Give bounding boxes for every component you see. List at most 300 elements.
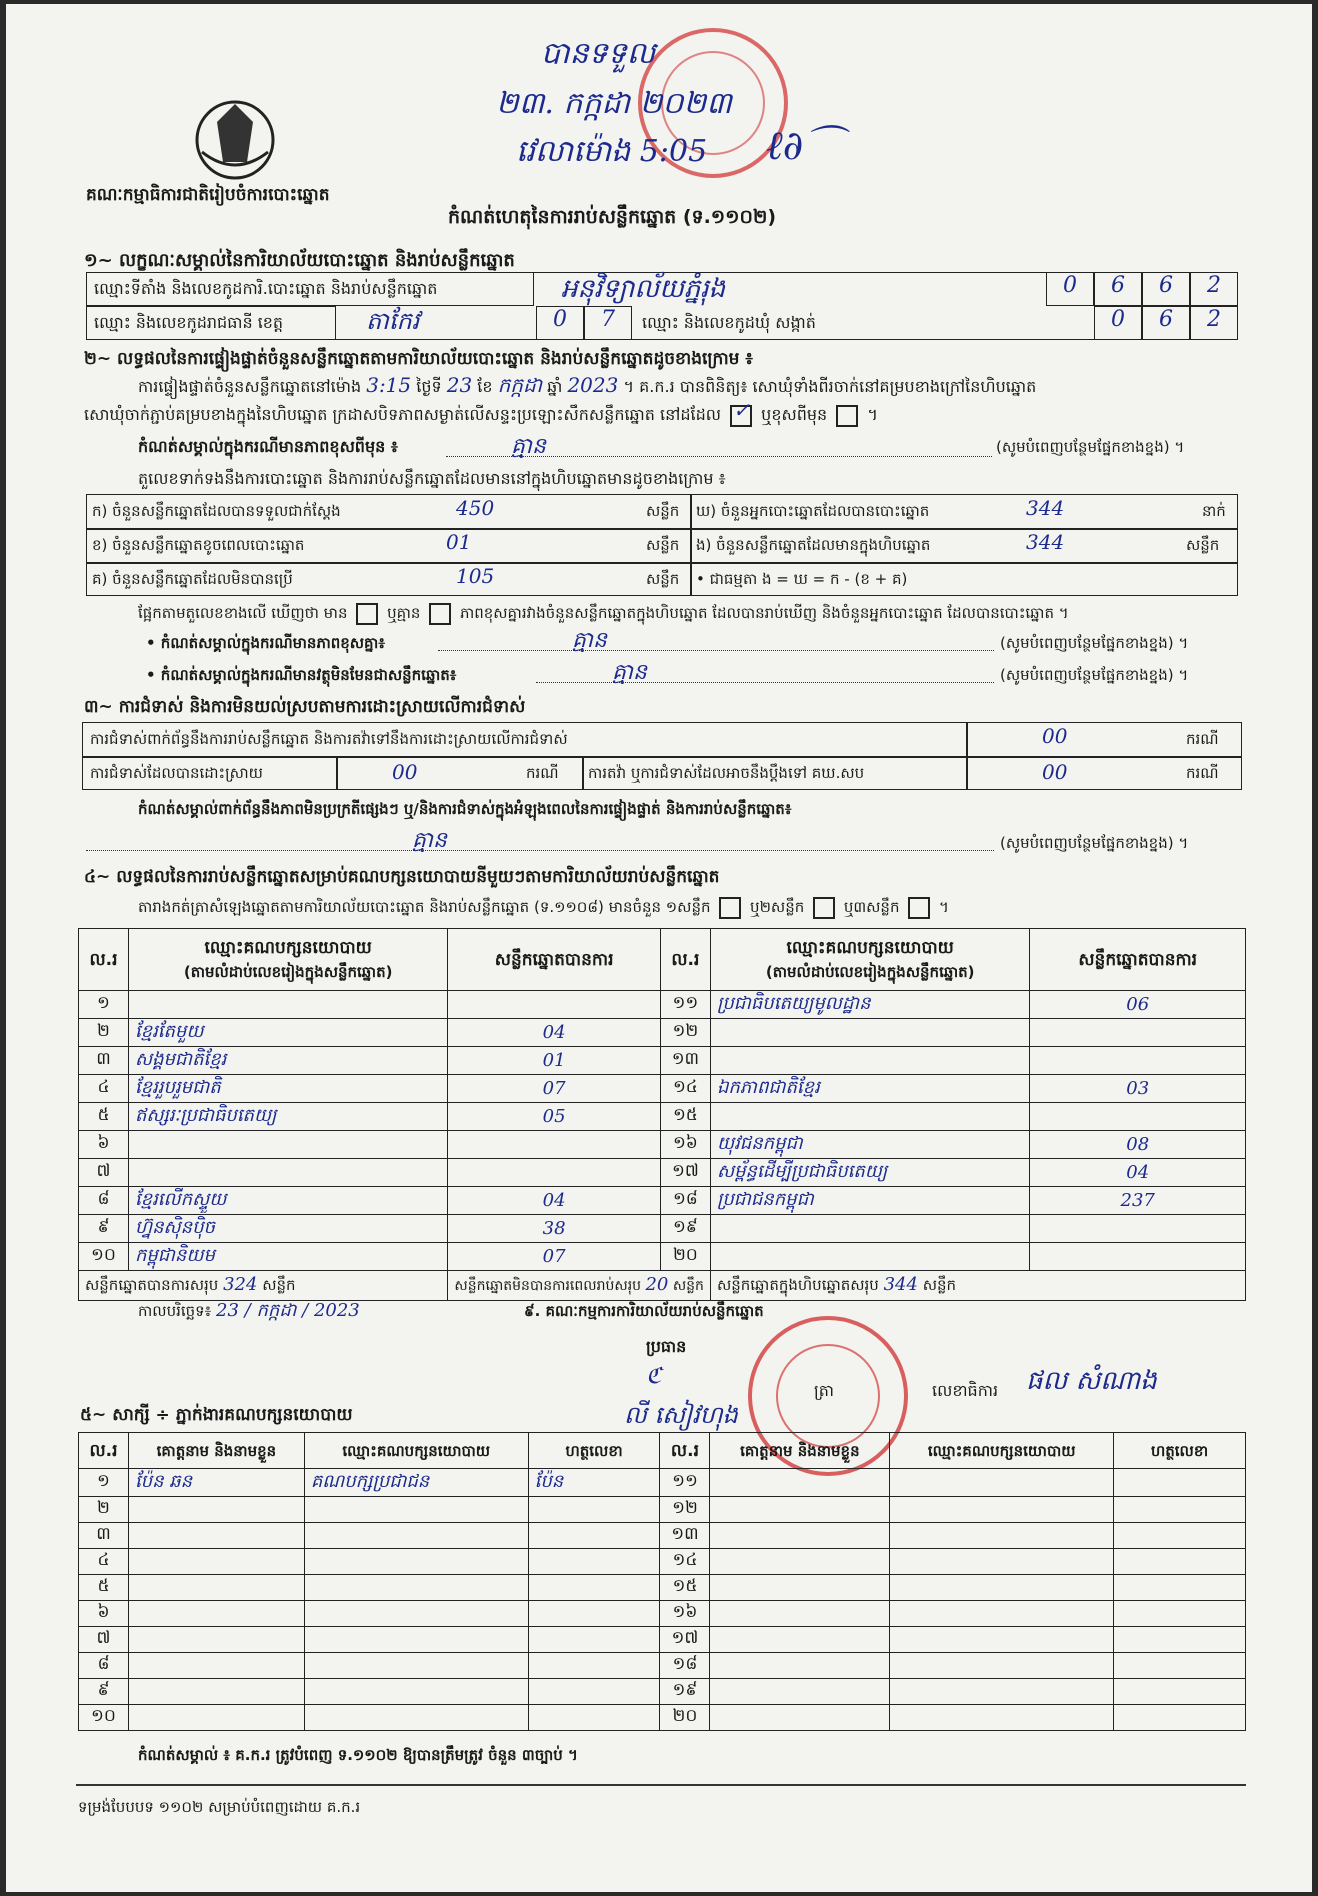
verification-text: ការផ្ទៀងផ្ទាត់ចំនួនសន្លឹកឆ្នោតនៅម៉ោង	[138, 377, 362, 396]
party-name: ខ្មែររួបរួមជាតិ	[128, 1075, 447, 1103]
witness-party	[890, 1575, 1114, 1601]
witness-row	[79, 1575, 1246, 1601]
counts-divider	[690, 494, 692, 596]
witness-sign: ប៉ែន	[528, 1469, 660, 1497]
station-code-digit: 6	[1111, 273, 1125, 298]
complaints-divider	[336, 756, 338, 790]
witness-name	[128, 1627, 304, 1653]
witness-name	[128, 1679, 304, 1705]
party-no: ១៤	[660, 1075, 710, 1103]
three-sheet-label: ឬ៣សន្លឹក	[843, 898, 900, 916]
col-no: ល.រ	[79, 929, 129, 991]
complaints-row2-unit: ករណី	[526, 764, 559, 782]
col-sign: ហត្ថលេខា	[528, 1433, 660, 1469]
receipt-line3: វេលាម៉ោង 5:05	[516, 134, 708, 169]
witness-party	[304, 1679, 528, 1705]
witness-party	[304, 1575, 528, 1601]
witness-sign	[1114, 1497, 1246, 1523]
witness-row	[79, 1705, 1246, 1731]
witness-name	[710, 1653, 890, 1679]
witness-no: ៨	[79, 1653, 129, 1679]
count-row-value: 344	[1026, 530, 1065, 554]
witness-no: ១៨	[660, 1653, 710, 1679]
party-no: ៤	[79, 1075, 129, 1103]
foreign-object-note-line	[536, 682, 994, 683]
total-box-unit: សន្លឹក	[922, 1275, 957, 1294]
change-note-hint: (សូមបំពេញបន្ថែមផ្នែកខាងខ្នង) ។	[996, 438, 1185, 456]
witness-party: គណបក្សប្រជាជន	[304, 1469, 528, 1497]
party-no: ៣	[79, 1047, 129, 1075]
province-code-digit: 0	[553, 307, 567, 332]
witness-party	[890, 1679, 1114, 1705]
witness-name	[128, 1523, 304, 1549]
count-row-label: ខ) ចំនួនសន្លឹកឆ្នោតខូចពេលបោះឆ្នោត	[92, 536, 305, 554]
witness-row	[79, 1653, 1246, 1679]
witness-name	[128, 1601, 304, 1627]
total-valid-unit: សន្លឹក	[262, 1275, 296, 1294]
commune-code-digit: 6	[1159, 307, 1173, 332]
document-page	[6, 4, 1312, 1892]
commune-code-cell	[1142, 306, 1190, 340]
verification-paragraph	[138, 374, 1036, 398]
witness-party	[890, 1469, 1114, 1497]
party-no: ៥	[79, 1103, 129, 1131]
station-code-digit: 0	[1063, 273, 1077, 298]
witness-party	[890, 1601, 1114, 1627]
verification-month-label: ខែ	[477, 377, 493, 396]
total-valid-label: សន្លឹកឆ្នោតបានការសរុប	[85, 1275, 219, 1294]
party-no: ១៧	[660, 1159, 710, 1187]
party-name: ខ្មែរលើកស្ទួយ	[128, 1187, 447, 1215]
complaints-divider	[582, 756, 584, 790]
total-invalid-unit: សន្លឹក	[672, 1278, 704, 1294]
party-name	[710, 1047, 1029, 1075]
witness-sign	[1114, 1653, 1246, 1679]
count-row-unit: នាក់	[1202, 502, 1226, 520]
witness-name	[710, 1523, 890, 1549]
foreign-object-note-hint: (សូមបំពេញបន្ថែមផ្នែកខាងខ្នង) ។	[1000, 666, 1189, 684]
party-no: ១៥	[660, 1103, 710, 1131]
witness-sign	[528, 1601, 660, 1627]
complaints-divider	[966, 722, 968, 790]
party-votes	[1030, 1019, 1246, 1047]
difference-note-line	[438, 650, 994, 651]
witness-name	[710, 1705, 890, 1731]
witness-sign	[1114, 1601, 1246, 1627]
complaints-row2b-label: ការតវ៉ា ឬការជំទាស់ដែលអាចនឹងប្តឹងទៅ គឃ.សប	[588, 764, 865, 782]
col-party-sub: (តាមលំដាប់លេខរៀងក្នុងសន្លឹកឆ្នោត)	[765, 962, 975, 981]
witness-party	[890, 1705, 1114, 1731]
one-sheet-checkbox[interactable]	[719, 897, 741, 919]
col-party-sub: (តាមលំដាប់លេខរៀងក្នុងសន្លឹកឆ្នោត)	[183, 962, 393, 981]
president-signature: ℭ	[646, 1364, 662, 1389]
witness-sign	[528, 1627, 660, 1653]
change-note-value: គ្មាន	[511, 434, 546, 459]
party-results-table	[78, 928, 1246, 1301]
witness-name	[710, 1497, 890, 1523]
witness-name: ប៉ែន ឆន	[128, 1469, 304, 1497]
witness-sign	[1114, 1679, 1246, 1705]
witness-sign	[1114, 1627, 1246, 1653]
foreign-object-note-label: • កំណត់សម្គាល់ក្នុងករណីមានវត្ថុមិនមែនជាសន្លឹកឆ្នោត៖	[146, 666, 457, 684]
party-name: ខ្មែរតែមួយ	[128, 1019, 447, 1047]
count-row-unit: សន្លឹក	[646, 536, 680, 554]
witness-name	[710, 1469, 890, 1497]
total-box-cell	[710, 1271, 1245, 1301]
party-votes: 06	[1030, 991, 1246, 1019]
party-votes: 04	[448, 1187, 660, 1215]
count-row-value: 105	[456, 564, 495, 588]
commune-code-cell	[1094, 306, 1142, 340]
secretary-name: ផល សំណាង	[1026, 1366, 1157, 1396]
witness-party	[304, 1497, 528, 1523]
col-votes: សន្លឹកឆ្នោតបានការ	[448, 929, 660, 991]
party-votes: 38	[448, 1215, 660, 1243]
total-valid-value: 324	[223, 1273, 258, 1295]
witness-sign	[528, 1679, 660, 1705]
total-invalid-value: 20	[645, 1274, 669, 1295]
party-votes: 07	[448, 1243, 660, 1271]
verification-year: 2023	[567, 373, 619, 397]
party-name	[710, 1019, 1029, 1047]
witness-name	[710, 1679, 890, 1705]
party-votes	[1030, 1047, 1246, 1075]
col-votes: សន្លឹកឆ្នោតបានការ	[1030, 929, 1246, 991]
party-row	[79, 1215, 1246, 1243]
difference-note-hint: (សូមបំពេញបន្ថែមផ្នែកខាងខ្នង) ។	[1000, 634, 1189, 652]
formula-note: • ជាធម្មតា ង = ឃ = ក - (ខ + គ)	[696, 570, 908, 588]
party-votes: 03	[1030, 1075, 1246, 1103]
count-row-label: ក) ចំនួនសន្លឹកឆ្នោតដែលបានទទួលជាក់ស្តែង	[92, 502, 341, 520]
verification-time: 3:15	[366, 373, 412, 397]
witness-row	[79, 1469, 1246, 1497]
witness-name	[710, 1601, 890, 1627]
party-votes	[1030, 1103, 1246, 1131]
witness-row	[79, 1627, 1246, 1653]
count-row-value: 01	[446, 530, 472, 554]
col-party-title: ឈ្មោះគណបក្សនយោបាយ	[204, 937, 372, 958]
commission-name: គណៈកម្មាធិការជាតិរៀបចំការបោះឆ្នោត	[86, 185, 330, 205]
complaints-row1-value: 00	[1042, 724, 1068, 748]
unchanged-checkbox[interactable]: ✓	[730, 405, 752, 427]
witness-no: ១៣	[660, 1523, 710, 1549]
section2-heading: ២~ លទ្ធផលនៃការផ្ទៀងផ្ទាត់ចំនួនសន្លឹកឆ្នោតតាមការិយាល័យបោះឆ្នោត និងរាប់សន្លឹកឆ្នោតដូចខាងក្រោម ៖	[84, 349, 753, 369]
foreign-object-note-value: គ្មាន	[612, 660, 647, 685]
party-no: ១០	[79, 1243, 129, 1271]
party-votes: 04	[1030, 1159, 1246, 1187]
party-votes: 01	[448, 1047, 660, 1075]
witness-sign	[528, 1575, 660, 1601]
party-name: សង្គមជាតិខ្មែរ	[128, 1047, 447, 1075]
party-votes: 04	[448, 1019, 660, 1047]
count-row-unit: សន្លឹក	[1186, 536, 1220, 554]
party-no: ១	[79, 991, 129, 1019]
party-name: ឯកភាពជាតិខ្មែរ	[710, 1075, 1029, 1103]
tally-sheet-paragraph: តារាងកត់ត្រាសំឡេងឆ្នោតតាមការិយាល័យបោះឆ្នោត និងរាប់សន្លឹកឆ្នោត (ទ.១១០៨) មានចំនួន ១សន្លឹក ឬ២សន្លឹក ឬ៣សន្លឹក ។	[138, 896, 949, 919]
col-no: ល.រ	[660, 1433, 710, 1469]
party-name	[710, 1215, 1029, 1243]
party-no: ៩	[79, 1215, 129, 1243]
witness-party	[890, 1653, 1114, 1679]
total-invalid-cell	[448, 1271, 711, 1301]
col-no: ល.រ	[79, 1433, 129, 1469]
witness-no: ៦	[79, 1601, 129, 1627]
seal-text: សោឃុំចាក់ភ្ជាប់គម្របខាងក្នុងនៃហិបឆ្នោត ក្រដាសបិទភាពសម្ងាត់លើសន្ទះប្រឡោះសឹកសន្លឹកឆ្នោត នៅដដែល	[84, 405, 721, 424]
party-no: ២០	[660, 1243, 710, 1271]
party-votes	[448, 1159, 660, 1187]
party-no: ៨	[79, 1187, 129, 1215]
president-name: លី សៀវហុង	[624, 1401, 738, 1429]
party-votes	[448, 1131, 660, 1159]
party-name: សម្ព័ន្ធដើម្បីប្រជាធិបតេយ្យ	[710, 1159, 1029, 1187]
compare-paragraph	[138, 602, 1069, 625]
party-name: យុវជនកម្ពុជា	[710, 1131, 1029, 1159]
receipt-line2: ២៣. កក្កដា ២០២៣	[496, 86, 732, 121]
party-name	[128, 1131, 447, 1159]
verification-year-label: ឆ្នាំ	[547, 377, 563, 396]
witnesses-body	[79, 1469, 1246, 1731]
station-label: ឈ្មោះទីតាំង និងលេខកូដការិ.បោះឆ្នោត និងរាប់សន្លឹកឆ្នោត	[94, 279, 438, 298]
section4-heading: ៤~ លទ្ធផលនៃការរាប់សន្លឹកឆ្នោតសម្រាប់គណបក្សនយោបាយនីមួយៗតាមការិយាល័យរាប់សន្លឹកឆ្នោត	[84, 867, 720, 887]
party-votes: 08	[1030, 1131, 1246, 1159]
party-name: ឥស្សរៈប្រជាធិបតេយ្យ	[128, 1103, 447, 1131]
seal-paragraph: សោឃុំចាក់ភ្ជាប់គម្របខាងក្នុងនៃហិបឆ្នោត ក្រដាសបិទភាពសម្ងាត់លើសន្ទះប្រឡោះសឹកសន្លឹកឆ្នោត នៅដដែល ✓ ឬខុសពីមុន ។	[84, 404, 878, 427]
witness-name	[710, 1627, 890, 1653]
difference-note-value: គ្មាន	[572, 628, 607, 653]
party-no: ១១	[660, 991, 710, 1019]
witness-no: ១	[79, 1469, 129, 1497]
party-no: ២	[79, 1019, 129, 1047]
witness-sign	[528, 1549, 660, 1575]
witness-no: ៤	[79, 1549, 129, 1575]
party-votes: 05	[448, 1103, 660, 1131]
col-party: ឈ្មោះគណបក្សនយោបាយ	[304, 1433, 528, 1469]
witness-sign	[1114, 1523, 1246, 1549]
party-name: ប្រជាធិបតេយ្យមូលដ្ឋាន	[710, 991, 1029, 1019]
commune-code-cell	[1190, 306, 1238, 340]
president-label: ប្រធាន	[646, 1337, 687, 1356]
party-row	[79, 1243, 1246, 1271]
total-box-value: 344	[883, 1273, 918, 1295]
witness-no: ១៦	[660, 1601, 710, 1627]
witness-party	[304, 1601, 528, 1627]
compare-text-b: ភាពខុសគ្នារវាងចំនួនសន្លឹកឆ្នោតក្នុងហិបឆ្នោត ដែលបានរាប់ឃើញ និងចំនួនអ្នកបោះឆ្នោត ដែលបានបោះឆ្នោត ។	[459, 604, 1069, 622]
complaints-rowline	[82, 756, 1242, 758]
province-value: តាកែវ	[366, 307, 420, 335]
irregularity-note-hint: (សូមបំពេញបន្ថែមផ្នែកខាងខ្នង) ។	[1000, 834, 1189, 852]
total-invalid-label: សន្លឹកឆ្នោតមិនបានការពេលរាប់សរុប	[454, 1278, 642, 1294]
irregularity-note-value: គ្មាន	[412, 828, 447, 853]
witness-party	[304, 1627, 528, 1653]
witness-party	[890, 1549, 1114, 1575]
section1-heading: ១~ លក្ខណៈសម្គាល់នៃការិយាល័យបោះឆ្នោត និងរាប់សន្លឹកឆ្នោត	[84, 250, 515, 271]
witness-no: ៣	[79, 1523, 129, 1549]
witness-row	[79, 1523, 1246, 1549]
footer-text: ទម្រង់បែបបទ ១១០២ សម្រាប់បំពេញដោយ គ.ក.រ	[78, 1798, 361, 1816]
witness-no: ៧	[79, 1627, 129, 1653]
witness-party	[304, 1653, 528, 1679]
party-no: ១៣	[660, 1047, 710, 1075]
verification-day-label: ថ្ងៃទី	[416, 377, 442, 396]
party-votes	[448, 991, 660, 1019]
party-results-body	[79, 991, 1246, 1271]
col-sign: ហត្ថលេខា	[1114, 1433, 1246, 1469]
verification-text-b: ។ គ.ក.រ បានពិនិត្យ៖ សោឃុំទាំងពីរចាក់នៅគម្របខាងក្រៅនៃហិបឆ្នោត	[623, 377, 1037, 396]
witness-sign	[528, 1523, 660, 1549]
witness-no: ៩	[79, 1679, 129, 1705]
col-no: ល.រ	[660, 929, 710, 991]
party-row	[79, 1047, 1246, 1075]
party-no: ១៦	[660, 1131, 710, 1159]
witness-sign	[1114, 1549, 1246, 1575]
witness-no: ១៥	[660, 1575, 710, 1601]
changed-checkbox[interactable]	[836, 405, 858, 427]
count-row-label: ឃ) ចំនួនអ្នកបោះឆ្នោតដែលបានបោះឆ្នោត	[696, 502, 930, 520]
tally-sheet-text: តារាងកត់ត្រាសំឡេងឆ្នោតតាមការិយាល័យបោះឆ្នោត និងរាប់សន្លឹកឆ្នោត (ទ.១១០៨) មានចំនួន ១សន្លឹក	[138, 898, 711, 916]
witness-name	[128, 1497, 304, 1523]
stamp-label: ត្រា	[814, 1381, 834, 1400]
party-no: ១២	[660, 1019, 710, 1047]
party-votes: 237	[1030, 1187, 1246, 1215]
table-intro: តួលេខទាក់ទងនឹងការបោះឆ្នោត និងការរាប់សន្លឹកឆ្នោតដែលមាននៅក្នុងហិបឆ្នោតមានដូចខាងក្រោម ៖	[138, 469, 726, 488]
province-label: ឈ្មោះ និងលេខកូដរាជធានី ខេត្ត	[94, 313, 284, 332]
party-name	[710, 1103, 1029, 1131]
party-name	[128, 991, 447, 1019]
party-row	[79, 1019, 1246, 1047]
witness-row	[79, 1497, 1246, 1523]
two-sheet-checkbox[interactable]	[813, 897, 835, 919]
witness-name	[710, 1575, 890, 1601]
form-title: កំណត់ហេតុនៃការរាប់សន្លឹកឆ្នោត (ទ.១១០២)	[448, 206, 777, 228]
two-sheet-label: ឬ២សន្លឹក	[750, 898, 805, 916]
count-row-unit: សន្លឹក	[646, 502, 680, 520]
col-party-title: ឈ្មោះគណបក្សនយោបាយ	[786, 937, 954, 958]
witness-row	[79, 1601, 1246, 1627]
compare-text: ផ្អែកតាមតួលេខខាងលើ ឃើញថា មាន	[138, 604, 348, 622]
party-no: ១៩	[660, 1215, 710, 1243]
witness-no: ១៩	[660, 1679, 710, 1705]
counts-rowline	[86, 528, 1238, 530]
verification-day: 23	[446, 373, 473, 397]
witness-name	[128, 1575, 304, 1601]
receipt-signature: ℓ∂⌒	[766, 123, 844, 169]
section5-note: កំណត់សម្គាល់ ៖ គ.ក.រ ត្រូវបំពេញ ទ.១១០២ ឱ្យបានត្រឹមត្រូវ ចំនួន ៣ច្បាប់ ។	[138, 1746, 578, 1764]
party-name: ហ្វ៊ុនស៊ិនប៉ិច	[128, 1215, 447, 1243]
difference-note-label: • កំណត់សម្គាល់ក្នុងករណីមានភាពខុសគ្នា៖	[146, 634, 385, 652]
col-party: ឈ្មោះគណបក្សនយោបាយ	[890, 1433, 1114, 1469]
witness-no: ២០	[660, 1705, 710, 1731]
party-row	[79, 991, 1246, 1019]
party-votes	[1030, 1215, 1246, 1243]
witness-no: ១៧	[660, 1627, 710, 1653]
witness-sign	[528, 1497, 660, 1523]
secretary-label: លេខាធិការ	[932, 1381, 999, 1400]
party-votes: 07	[448, 1075, 660, 1103]
count-row-label: ង) ចំនួនសន្លឹកឆ្នោតដែលមានក្នុងហិបឆ្នោត	[696, 536, 931, 554]
no-difference-label: ឬគ្មាន	[387, 604, 421, 622]
count-row-label: គ) ចំនួនសន្លឹកឆ្នោតដែលមិនបានប្រើ	[92, 570, 293, 588]
party-no: ៦	[79, 1131, 129, 1159]
complaints-row2b-value: 00	[1042, 760, 1068, 784]
commune-code-digit: 0	[1111, 307, 1125, 332]
has-difference-checkbox[interactable]	[356, 603, 378, 625]
witness-name	[128, 1705, 304, 1731]
station-value: អនុវិទ្យាល័យភ្នំរុង	[561, 274, 726, 304]
witness-party	[304, 1549, 528, 1575]
complaints-row2-value: 00	[392, 760, 418, 784]
station-code-digit: 2	[1207, 273, 1221, 298]
station-code	[1046, 272, 1238, 306]
complaints-row1-label: ការជំទាស់ពាក់ព័ន្ធនឹងការរាប់សន្លឹកឆ្នោត និងការតវ៉ាទៅនឹងការដោះស្រាយលើការជំទាស់	[90, 730, 568, 748]
witness-row	[79, 1679, 1246, 1705]
commune-label: ឈ្មោះ និងលេខកូដឃុំ សង្កាត់	[642, 313, 816, 332]
party-name: ប្រជាជនកម្ពុជា	[710, 1187, 1029, 1215]
section5-heading: ៥~ សាក្សី ÷ ភ្នាក់ងារគណបក្សនយោបាយ	[80, 1405, 353, 1425]
count-row-value: 344	[1026, 496, 1065, 520]
change-note-label: កំណត់សម្គាល់ក្នុងករណីមានភាពខុសពីមុន ៖	[138, 437, 398, 456]
party-row	[79, 1187, 1246, 1215]
party-row	[79, 1159, 1246, 1187]
date-line	[138, 1300, 360, 1322]
verification-month: កក្កដា	[497, 373, 543, 397]
witness-sign	[528, 1705, 660, 1731]
count-row-unit: សន្លឹក	[646, 570, 680, 588]
witness-no: ១២	[660, 1497, 710, 1523]
irregularity-note-line	[86, 850, 994, 851]
witness-sign	[1114, 1705, 1246, 1731]
col-name: គោត្តនាម និងនាមខ្លួន	[710, 1433, 890, 1469]
witness-sign	[528, 1653, 660, 1679]
witness-party	[890, 1523, 1114, 1549]
province-code-cell	[584, 306, 632, 340]
witness-no: ១១	[660, 1469, 710, 1497]
party-votes	[1030, 1243, 1246, 1271]
party-name	[128, 1159, 447, 1187]
count-row-value: 450	[456, 496, 495, 520]
date-value: 23 / កក្កដា / 2023	[216, 1300, 360, 1321]
province-code-cell	[536, 306, 584, 340]
changed-label: ឬខុសពីមុន	[761, 405, 828, 424]
witness-party	[304, 1705, 528, 1731]
nec-emblem-icon	[192, 92, 278, 182]
col-party	[710, 929, 1029, 991]
witness-no: ៥	[79, 1575, 129, 1601]
col-party	[128, 929, 447, 991]
three-sheet-checkbox[interactable]	[908, 897, 930, 919]
complaints-row1-unit: ករណី	[1186, 730, 1219, 748]
witnesses-table	[78, 1432, 1246, 1731]
witness-sign	[1114, 1575, 1246, 1601]
complaints-row2b-unit: ករណី	[1186, 764, 1219, 782]
no-difference-checkbox[interactable]	[429, 603, 451, 625]
party-row	[79, 1075, 1246, 1103]
station-code-digit: 6	[1159, 273, 1173, 298]
witness-name	[128, 1549, 304, 1575]
party-name	[710, 1243, 1029, 1271]
province-code-digit: 7	[601, 307, 615, 332]
receipt-line1: បានទទួល	[541, 36, 656, 71]
witness-name	[710, 1549, 890, 1575]
witness-no: ១៤	[660, 1549, 710, 1575]
witness-name	[128, 1653, 304, 1679]
section3-heading: ៣~ ការជំទាស់ និងការមិនយល់ស្របតាមការដោះស្រាយលើការជំទាស់	[84, 697, 526, 717]
col-name: គោត្តនាម និងនាមខ្លួន	[128, 1433, 304, 1469]
witness-sign	[1114, 1469, 1246, 1497]
complaints-row2-label: ការជំទាស់ដែលបានដោះស្រាយ	[90, 764, 263, 782]
witness-no: ១០	[79, 1705, 129, 1731]
commune-code-digit: 2	[1207, 307, 1221, 332]
committee-label: ៩. គណៈកម្មការការិយាល័យរាប់សន្លឹកឆ្នោត	[524, 1302, 764, 1320]
